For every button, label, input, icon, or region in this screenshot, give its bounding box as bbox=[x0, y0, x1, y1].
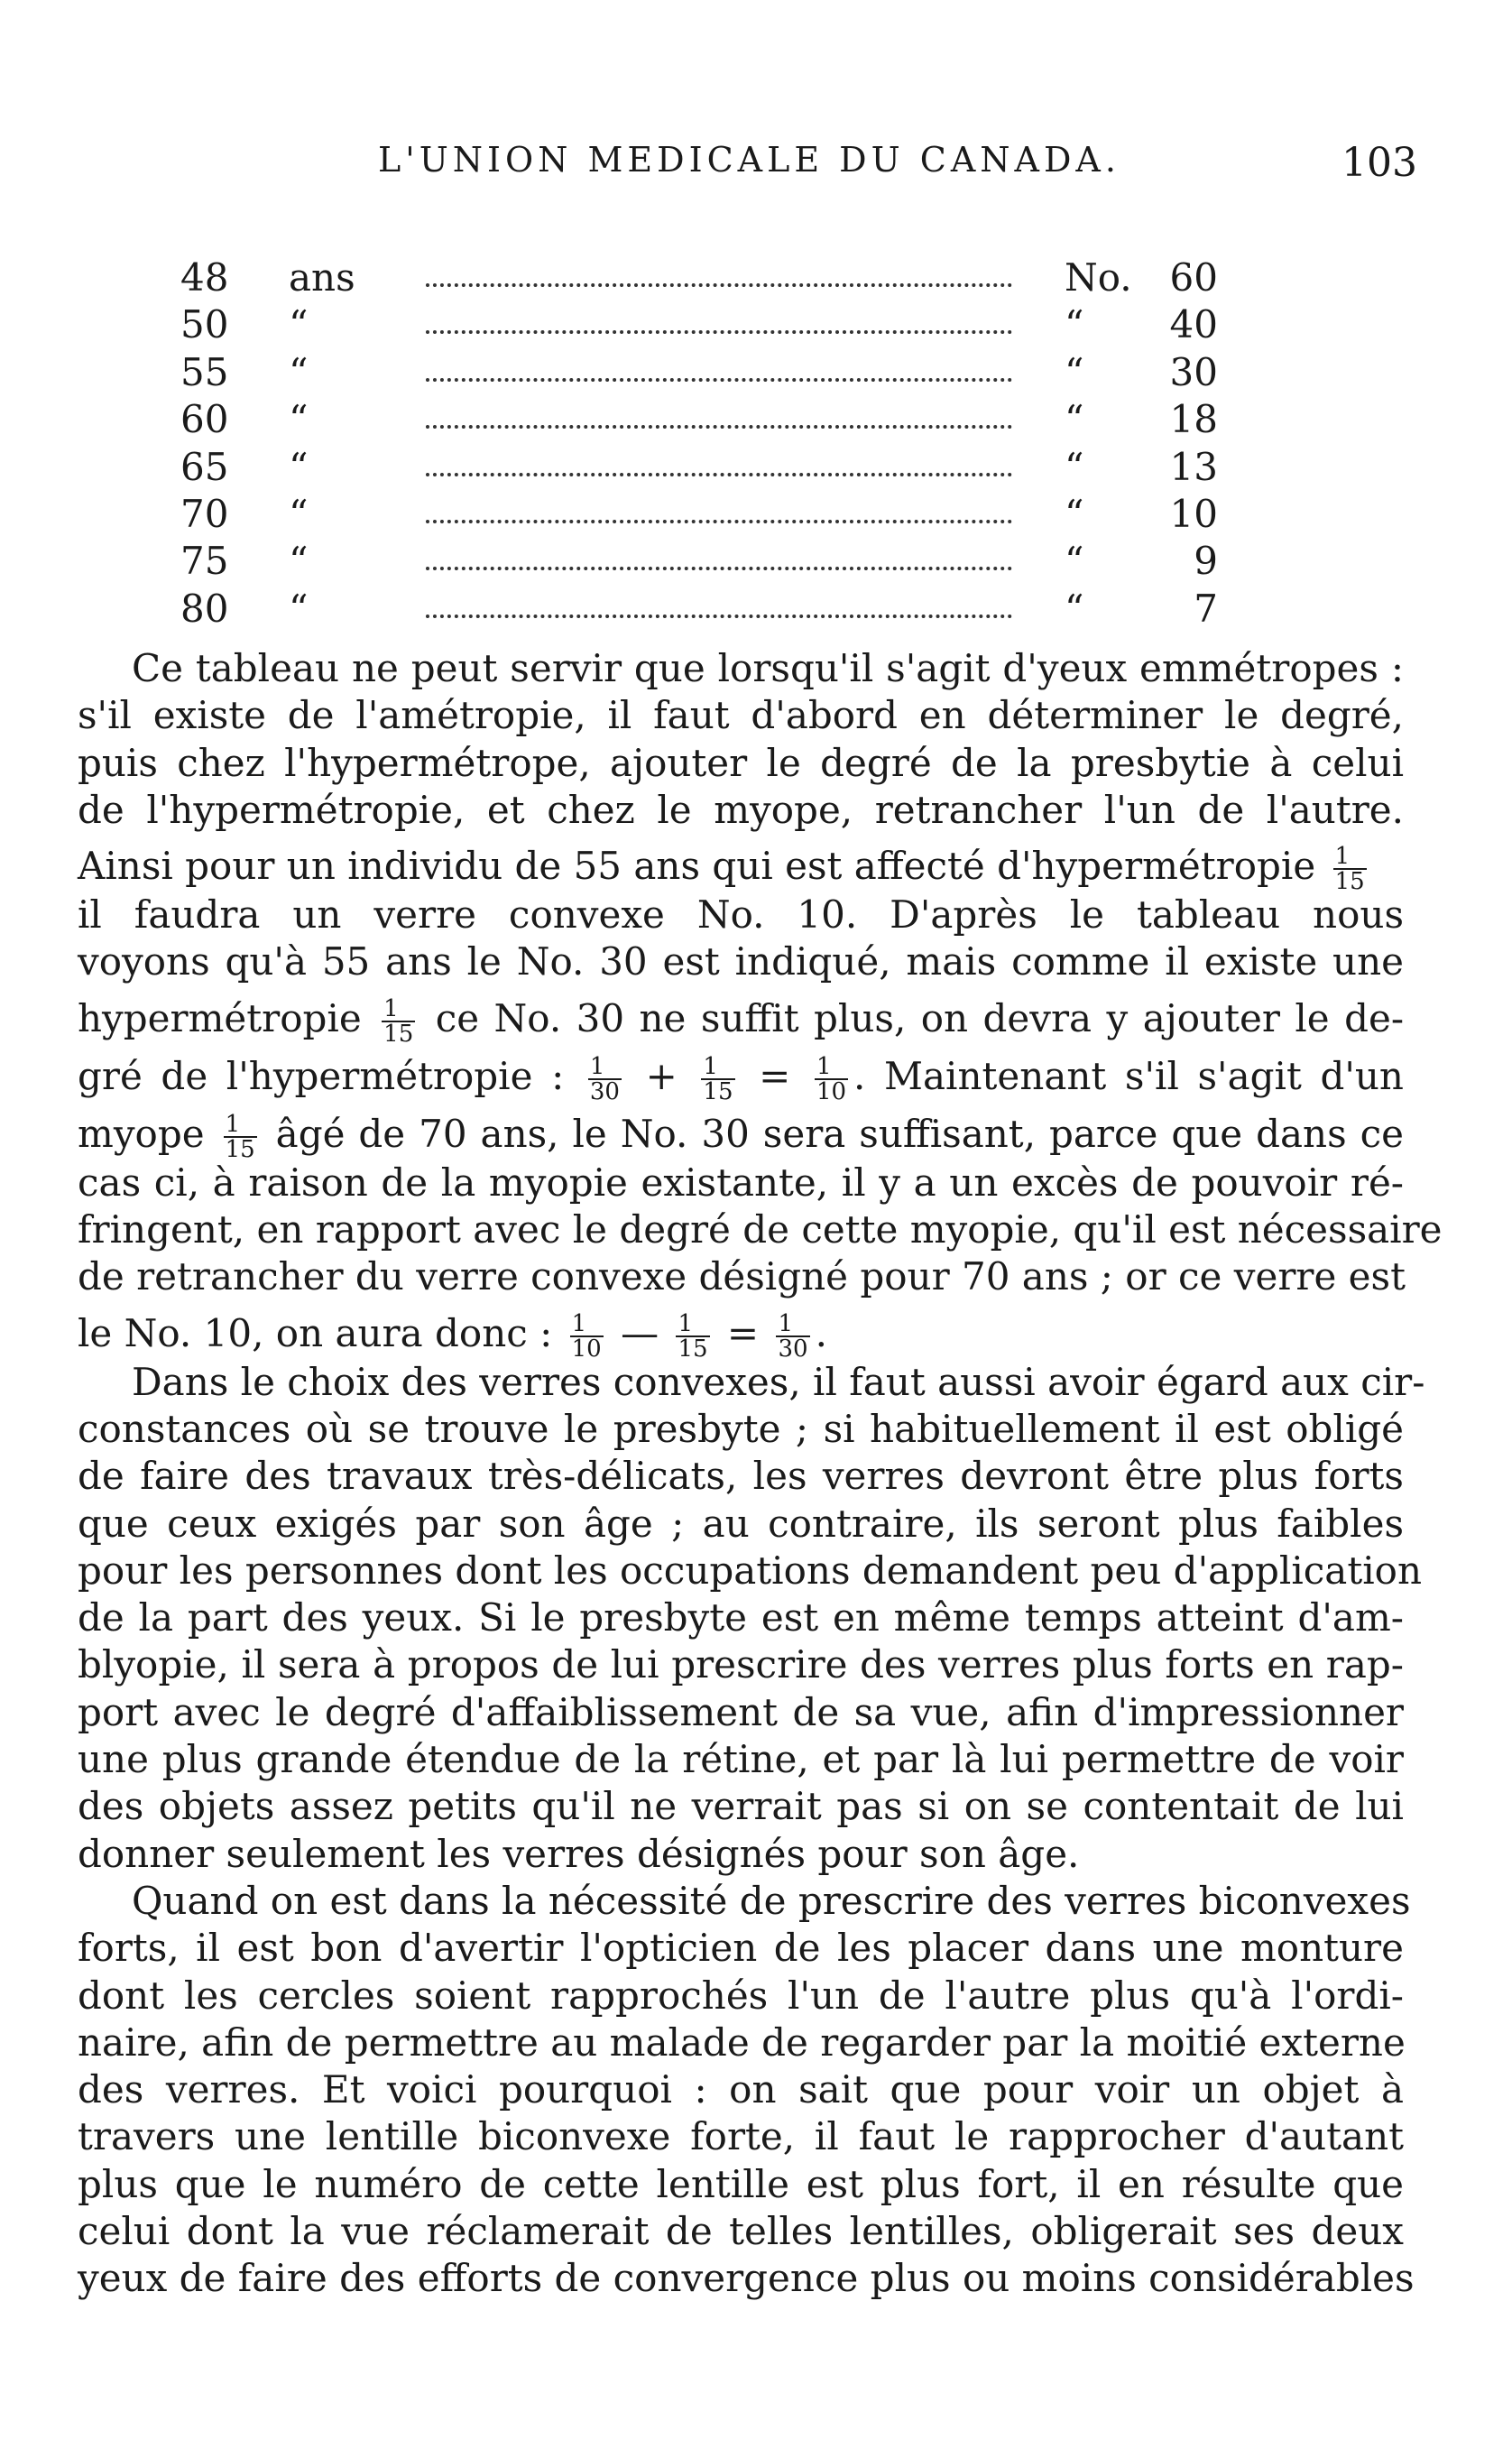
lens-number: 30 bbox=[1169, 349, 1218, 394]
fraction bbox=[382, 994, 415, 1048]
lens-number: 40 bbox=[1169, 302, 1218, 347]
table-row bbox=[180, 586, 1245, 633]
fraction-numerator: 1 bbox=[701, 1055, 734, 1080]
age-cell: 75 bbox=[180, 539, 229, 584]
fraction-numerator: 1 bbox=[588, 1055, 622, 1080]
table-row bbox=[180, 301, 1245, 348]
unit-cell: “ bbox=[289, 586, 309, 631]
text-line: une plus grande étendue de la rétine, et par là lui permettre de voir bbox=[78, 1737, 1404, 1782]
text-line: naire, afin de permettre au malade de regarder par la moitié externe bbox=[78, 2019, 1406, 2065]
text-line: pour les personnes dont les occupations demandent peu d'application bbox=[78, 1548, 1422, 1593]
fraction-numerator: 1 bbox=[382, 997, 415, 1022]
body-text bbox=[78, 645, 1443, 2303]
text-line: des verres. Et voici pourquoi : on sait que pour voir un objet à bbox=[78, 2067, 1404, 2112]
age-cell: 48 bbox=[180, 255, 229, 300]
table-row bbox=[180, 254, 1245, 301]
age-lens-table bbox=[180, 254, 1245, 633]
number-label: No. bbox=[1065, 255, 1132, 300]
dot-leader bbox=[426, 520, 1012, 523]
equals-sign: = bbox=[759, 1053, 791, 1098]
dot-leader bbox=[426, 615, 1012, 618]
text-line: yeux de faire des efforts de convergence plus ou moins considérables bbox=[78, 2256, 1415, 2301]
text-segment: âgé de 70 ans, le No. 30 sera suffisant, parce que dans ce bbox=[275, 1111, 1405, 1156]
text-line: s'il existe de l'amétropie, il faut d'abord en déterminer le degré, bbox=[78, 693, 1404, 738]
fraction-numerator: 1 bbox=[776, 1312, 809, 1337]
age-cell: 60 bbox=[180, 397, 229, 442]
fraction-denominator: 30 bbox=[778, 1335, 808, 1363]
text-line: dont les cercles soient rapprochés l'un de l'autre plus qu'à l'ordi- bbox=[78, 1973, 1404, 2018]
text-line: que ceux exigés par son âge ; au contraire, ils seront plus faibles bbox=[78, 1501, 1404, 1546]
fraction bbox=[570, 1309, 604, 1363]
text-segment: myope bbox=[78, 1111, 205, 1156]
lens-number: 9 bbox=[1194, 539, 1218, 584]
number-label: “ bbox=[1065, 586, 1084, 631]
text-line: de la part des yeux. Si le presbyte est en même temps atteint d'am- bbox=[78, 1595, 1404, 1640]
equals-sign: = bbox=[726, 1310, 760, 1355]
number-label: “ bbox=[1065, 349, 1084, 394]
dot-leader bbox=[426, 378, 1012, 382]
text-segment: gré de l'hypermétropie : bbox=[78, 1053, 565, 1098]
fraction-numerator: 1 bbox=[815, 1055, 848, 1080]
table-row bbox=[180, 444, 1245, 491]
fraction bbox=[676, 1309, 709, 1363]
fraction-denominator: 10 bbox=[816, 1077, 847, 1105]
text-line bbox=[78, 1044, 1404, 1105]
text-line: fringent, en rapport avec le degré de cette myopie, qu'il est nécessaire bbox=[78, 1207, 1443, 1252]
fraction bbox=[588, 1052, 622, 1105]
text-segment: le No. 10, on aura donc : bbox=[78, 1310, 553, 1355]
text-segment: . Maintenant s'il s'agit d'un bbox=[853, 1053, 1404, 1098]
text-line: voyons qu'à 55 ans le No. 30 est indiqué, mais comme il existe une bbox=[78, 939, 1404, 984]
table-row bbox=[180, 491, 1245, 538]
text-line: de l'hypermétropie, et chez le myope, retrancher l'un de l'autre. bbox=[78, 787, 1404, 832]
fraction-numerator: 1 bbox=[676, 1312, 709, 1337]
text-segment: ce No. 30 ne suffit plus, on devra y ajouter le de- bbox=[435, 995, 1405, 1040]
lens-number: 60 bbox=[1169, 255, 1218, 300]
text-line: il faudra un verre convexe No. 10. D'après le tableau nous bbox=[78, 892, 1404, 938]
dot-leader bbox=[426, 283, 1012, 287]
text-line: travers une lentille biconvexe forte, il faut le rapprocher d'autant bbox=[78, 2114, 1404, 2159]
lens-number: 7 bbox=[1194, 586, 1218, 631]
text-line: Quand on est dans la nécessité de prescrire des verres biconvexes bbox=[132, 1878, 1411, 1923]
text-line: donner seulement les verres désignés pour son âge. bbox=[78, 1831, 1080, 1876]
number-label: “ bbox=[1065, 539, 1084, 584]
fraction bbox=[701, 1052, 734, 1105]
text-line: plus que le numéro de cette lentille est plus fort, il en résulte que bbox=[78, 2161, 1404, 2206]
fraction-denominator: 10 bbox=[571, 1335, 602, 1363]
dot-leader bbox=[426, 567, 1012, 570]
lens-number: 18 bbox=[1169, 397, 1218, 442]
fraction bbox=[1333, 843, 1367, 896]
dot-leader bbox=[426, 330, 1012, 334]
unit-cell: ans bbox=[289, 255, 355, 300]
text-segment: . bbox=[815, 1310, 827, 1355]
fraction-numerator: 1 bbox=[570, 1312, 604, 1337]
fraction-numerator: 1 bbox=[1333, 845, 1367, 870]
text-line: forts, il est bon d'avertir l'opticien de les placer dans une monture bbox=[78, 1926, 1404, 1971]
number-label: “ bbox=[1065, 302, 1084, 347]
text-line: Ce tableau ne peut servir que lorsqu'il s'agit d'yeux emmétropes : bbox=[132, 646, 1404, 690]
unit-cell: “ bbox=[289, 539, 309, 584]
unit-cell: “ bbox=[289, 491, 309, 536]
page-number: 103 bbox=[1341, 140, 1417, 186]
table-row bbox=[180, 538, 1245, 585]
fraction bbox=[224, 1110, 257, 1163]
fraction-denominator: 15 bbox=[383, 1020, 414, 1048]
fraction-denominator: 15 bbox=[678, 1335, 708, 1363]
unit-cell: “ bbox=[289, 349, 309, 394]
dot-leader bbox=[426, 425, 1012, 429]
text-line: Dans le choix des verres convexes, il faut aussi avoir égard aux cir- bbox=[132, 1359, 1425, 1404]
text-segment: Ainsi pour un individu de 55 ans qui est affecté d'hypermétropie bbox=[78, 844, 1316, 889]
text-line: celui dont la vue réclamerait de telles lentilles, obligerait ses deux bbox=[78, 2209, 1404, 2254]
fraction-numerator: 1 bbox=[224, 1113, 257, 1138]
text-line: blyopie, il sera à propos de lui prescrire des verres plus forts en rap- bbox=[78, 1642, 1404, 1687]
fraction bbox=[815, 1052, 848, 1105]
age-cell: 65 bbox=[180, 444, 229, 489]
unit-cell: “ bbox=[289, 302, 309, 347]
table-row bbox=[180, 349, 1245, 396]
text-line bbox=[78, 986, 1405, 1048]
fraction-denominator: 15 bbox=[225, 1135, 255, 1163]
text-line: de faire des travaux très-délicats, les verres devront être plus forts bbox=[78, 1454, 1404, 1499]
age-cell: 70 bbox=[180, 491, 229, 536]
number-label: “ bbox=[1065, 397, 1084, 442]
text-line: port avec le degré d'affaiblissement de sa vue, afin d'impressionner bbox=[78, 1689, 1404, 1734]
fraction-denominator: 15 bbox=[1334, 868, 1365, 896]
text-line: constances où se trouve le presbyte ; si habituellement il est obligé bbox=[78, 1406, 1404, 1451]
text-line: puis chez l'hypermétrope, ajouter le degré de la presbytie à celui bbox=[78, 740, 1404, 785]
fraction bbox=[776, 1309, 809, 1363]
table-row bbox=[180, 396, 1245, 443]
unit-cell: “ bbox=[289, 397, 309, 442]
age-cell: 50 bbox=[180, 302, 229, 347]
unit-cell: “ bbox=[289, 444, 309, 489]
lens-number: 10 bbox=[1169, 491, 1218, 536]
number-label: “ bbox=[1065, 491, 1084, 536]
age-cell: 80 bbox=[180, 586, 229, 631]
text-line: de retrancher du verre convexe désigné pour 70 ans ; or ce verre est bbox=[78, 1254, 1406, 1299]
fraction-denominator: 30 bbox=[589, 1077, 620, 1105]
text-line bbox=[78, 1102, 1405, 1163]
text-segment: hypermétropie bbox=[78, 995, 362, 1040]
text-line bbox=[78, 834, 1404, 896]
age-cell: 55 bbox=[180, 349, 229, 394]
text-line: des objets assez petits qu'il ne verrait pas si on se contentait de lui bbox=[78, 1784, 1404, 1829]
minus-sign: — bbox=[621, 1310, 659, 1355]
dot-leader bbox=[426, 473, 1012, 476]
running-head bbox=[81, 140, 1417, 194]
text-line: cas ci, à raison de la myopie existante, il y a un excès de pouvoir ré- bbox=[78, 1160, 1404, 1205]
lens-number: 13 bbox=[1169, 444, 1218, 489]
number-label: “ bbox=[1065, 444, 1084, 489]
plus-sign: + bbox=[645, 1053, 678, 1098]
journal-title: L'UNION MEDICALE DU CANADA. bbox=[378, 140, 1120, 180]
text-line bbox=[78, 1301, 1404, 1363]
fraction-denominator: 15 bbox=[703, 1077, 733, 1105]
